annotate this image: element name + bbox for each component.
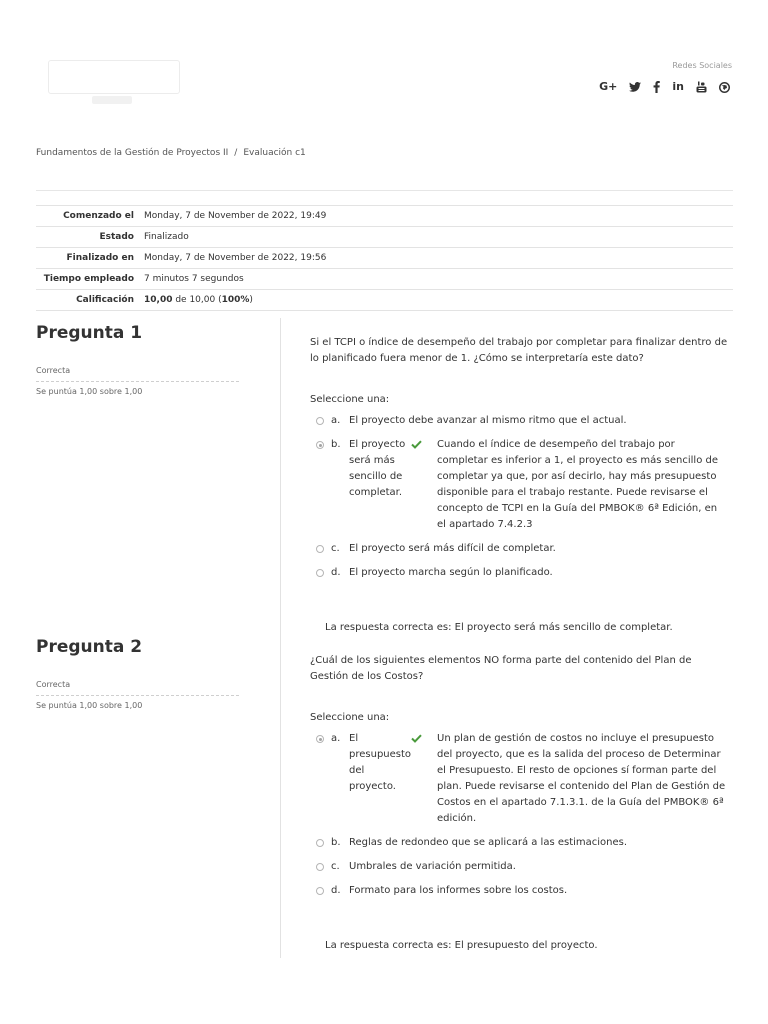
radio-button[interactable] xyxy=(316,863,324,871)
option-letter: b. xyxy=(331,439,341,450)
answer-option-a[interactable] xyxy=(316,413,730,429)
option-letter: d. xyxy=(331,567,341,578)
option-text: El proyecto será más sencillo de completar. xyxy=(349,439,406,498)
question-state: Correcta xyxy=(36,680,239,696)
option-feedback: Cuando el índice de desempeño del trabajo por completar es inferior a 1, el proyecto es más sencillo de completar ya que, por así decirlo, hay más presupuesto disponible para el trabajo restante. Puede revisarse el concepto de TCPI en la Guía del PMBOK® 6ª Edición, en el apartado 7.4.2.3 xyxy=(437,439,719,530)
question-1-content xyxy=(310,335,730,636)
option-text: Umbrales de variación permitida. xyxy=(349,861,516,872)
breadcrumb-activity-link[interactable]: Evaluación c1 xyxy=(243,148,306,158)
grade-score: 10,00 xyxy=(144,295,173,305)
grade-close: ) xyxy=(249,295,253,305)
summary-label: Calificación xyxy=(36,290,139,311)
radio-button[interactable] xyxy=(316,417,324,425)
checkmark-icon xyxy=(411,731,437,827)
right-answer: La respuesta correcta es: El proyecto será más sencillo de completar. xyxy=(325,622,673,633)
answer-option-d[interactable] xyxy=(316,883,730,899)
breadcrumb-separator: / xyxy=(234,148,238,158)
select-prompt: Seleccione una: xyxy=(310,394,390,405)
summary-value xyxy=(139,290,733,311)
summary-label: Comenzado el xyxy=(36,206,139,227)
right-answer: La respuesta correcta es: El presupuesto del proyecto. xyxy=(325,940,598,951)
option-text: El presupuesto del proyecto. xyxy=(349,733,412,792)
summary-label: Estado xyxy=(36,227,139,248)
summary-row-time xyxy=(36,269,733,290)
question-title: Pregunta 1 xyxy=(36,323,143,343)
site-logo[interactable] xyxy=(44,56,184,106)
option-text: El proyecto marcha según lo planificado. xyxy=(349,567,553,578)
google-plus-icon[interactable]: G+ xyxy=(599,80,618,93)
summary-label: Tiempo empleado xyxy=(36,269,139,290)
radio-button-selected[interactable] xyxy=(316,735,324,743)
divider xyxy=(36,190,733,191)
facebook-icon[interactable] xyxy=(653,81,660,93)
option-letter: c. xyxy=(331,861,340,872)
answer-option-c[interactable] xyxy=(316,541,730,557)
question-title: Pregunta 2 xyxy=(36,637,143,657)
radio-button[interactable] xyxy=(316,887,324,895)
option-feedback: Un plan de gestión de costos no incluye el presupuesto del proyecto, que es la salida del proceso de Determinar el Presupuesto. El resto de opciones sí forman parte del plan. Puede revisarse el contenido del Plan de Gestión de Costos en el apartado 7.1.3.1. de la Guía del PMBOK® 6ª edición. xyxy=(437,733,726,824)
question-grade: Se puntúa 1,00 sobre 1,00 xyxy=(36,387,143,396)
linkedin-icon[interactable]: in xyxy=(672,80,684,93)
radio-button-selected[interactable] xyxy=(316,441,324,449)
breadcrumb xyxy=(36,148,306,158)
question-1-info xyxy=(36,322,239,396)
summary-row-started xyxy=(36,206,733,227)
social-title: Redes Sociales xyxy=(672,61,732,70)
grade-of: de 10,00 ( xyxy=(175,295,222,305)
radio-button[interactable] xyxy=(316,545,324,553)
summary-value: 7 minutos 7 segundos xyxy=(139,269,733,290)
summary-value: Monday, 7 de November de 2022, 19:56 xyxy=(139,248,733,269)
option-letter: b. xyxy=(331,837,341,848)
answer-option-b[interactable] xyxy=(316,437,730,533)
answer-option-b[interactable] xyxy=(316,835,730,851)
question-2-info xyxy=(36,636,239,710)
summary-value: Finalizado xyxy=(139,227,733,248)
twitter-icon[interactable] xyxy=(629,82,641,92)
answer-option-c[interactable] xyxy=(316,859,730,875)
summary-row-state xyxy=(36,227,733,248)
question-state: Correcta xyxy=(36,366,239,382)
social-icons xyxy=(599,79,730,95)
option-letter: a. xyxy=(331,415,341,426)
radio-button[interactable] xyxy=(316,839,324,847)
checkmark-icon xyxy=(411,437,437,533)
column-divider xyxy=(280,318,281,958)
option-letter: c. xyxy=(331,543,340,554)
option-text: Formato para los informes sobre los costos. xyxy=(349,885,568,896)
question-text: Si el TCPI o índice de desempeño del trabajo por completar para finalizar dentro de lo planificado fuera menor de 1. ¿Cómo se interpretaría este dato? xyxy=(310,337,728,364)
summary-row-grade xyxy=(36,290,733,311)
globe-icon[interactable] xyxy=(719,82,730,93)
question-grade: Se puntúa 1,00 sobre 1,00 xyxy=(36,701,143,710)
summary-label: Finalizado en xyxy=(36,248,139,269)
option-letter: a. xyxy=(331,733,341,744)
logo-subtext xyxy=(92,96,132,104)
option-text: Reglas de redondeo que se aplicará a las estimaciones. xyxy=(349,837,628,848)
select-prompt: Seleccione una: xyxy=(310,712,390,723)
grade-percent: 100% xyxy=(221,295,250,305)
summary-value: Monday, 7 de November de 2022, 19:49 xyxy=(139,206,733,227)
summary-row-finished xyxy=(36,248,733,269)
logo-frame xyxy=(48,60,180,94)
answer-option-d[interactable] xyxy=(316,565,730,581)
attempt-summary-table xyxy=(36,205,733,311)
radio-button[interactable] xyxy=(316,569,324,577)
youtube-icon[interactable] xyxy=(696,81,707,93)
question-text: ¿Cuál de los siguientes elementos NO forma parte del contenido del Plan de Gestión de los Costos? xyxy=(310,655,692,682)
breadcrumb-course-link[interactable]: Fundamentos de la Gestión de Proyectos II xyxy=(36,148,229,158)
question-2-content xyxy=(310,653,730,954)
option-letter: d. xyxy=(331,885,341,896)
answer-option-a[interactable] xyxy=(316,731,730,827)
option-text: El proyecto debe avanzar al mismo ritmo que el actual. xyxy=(349,415,627,426)
option-text: El proyecto será más difícil de completar. xyxy=(349,543,556,554)
